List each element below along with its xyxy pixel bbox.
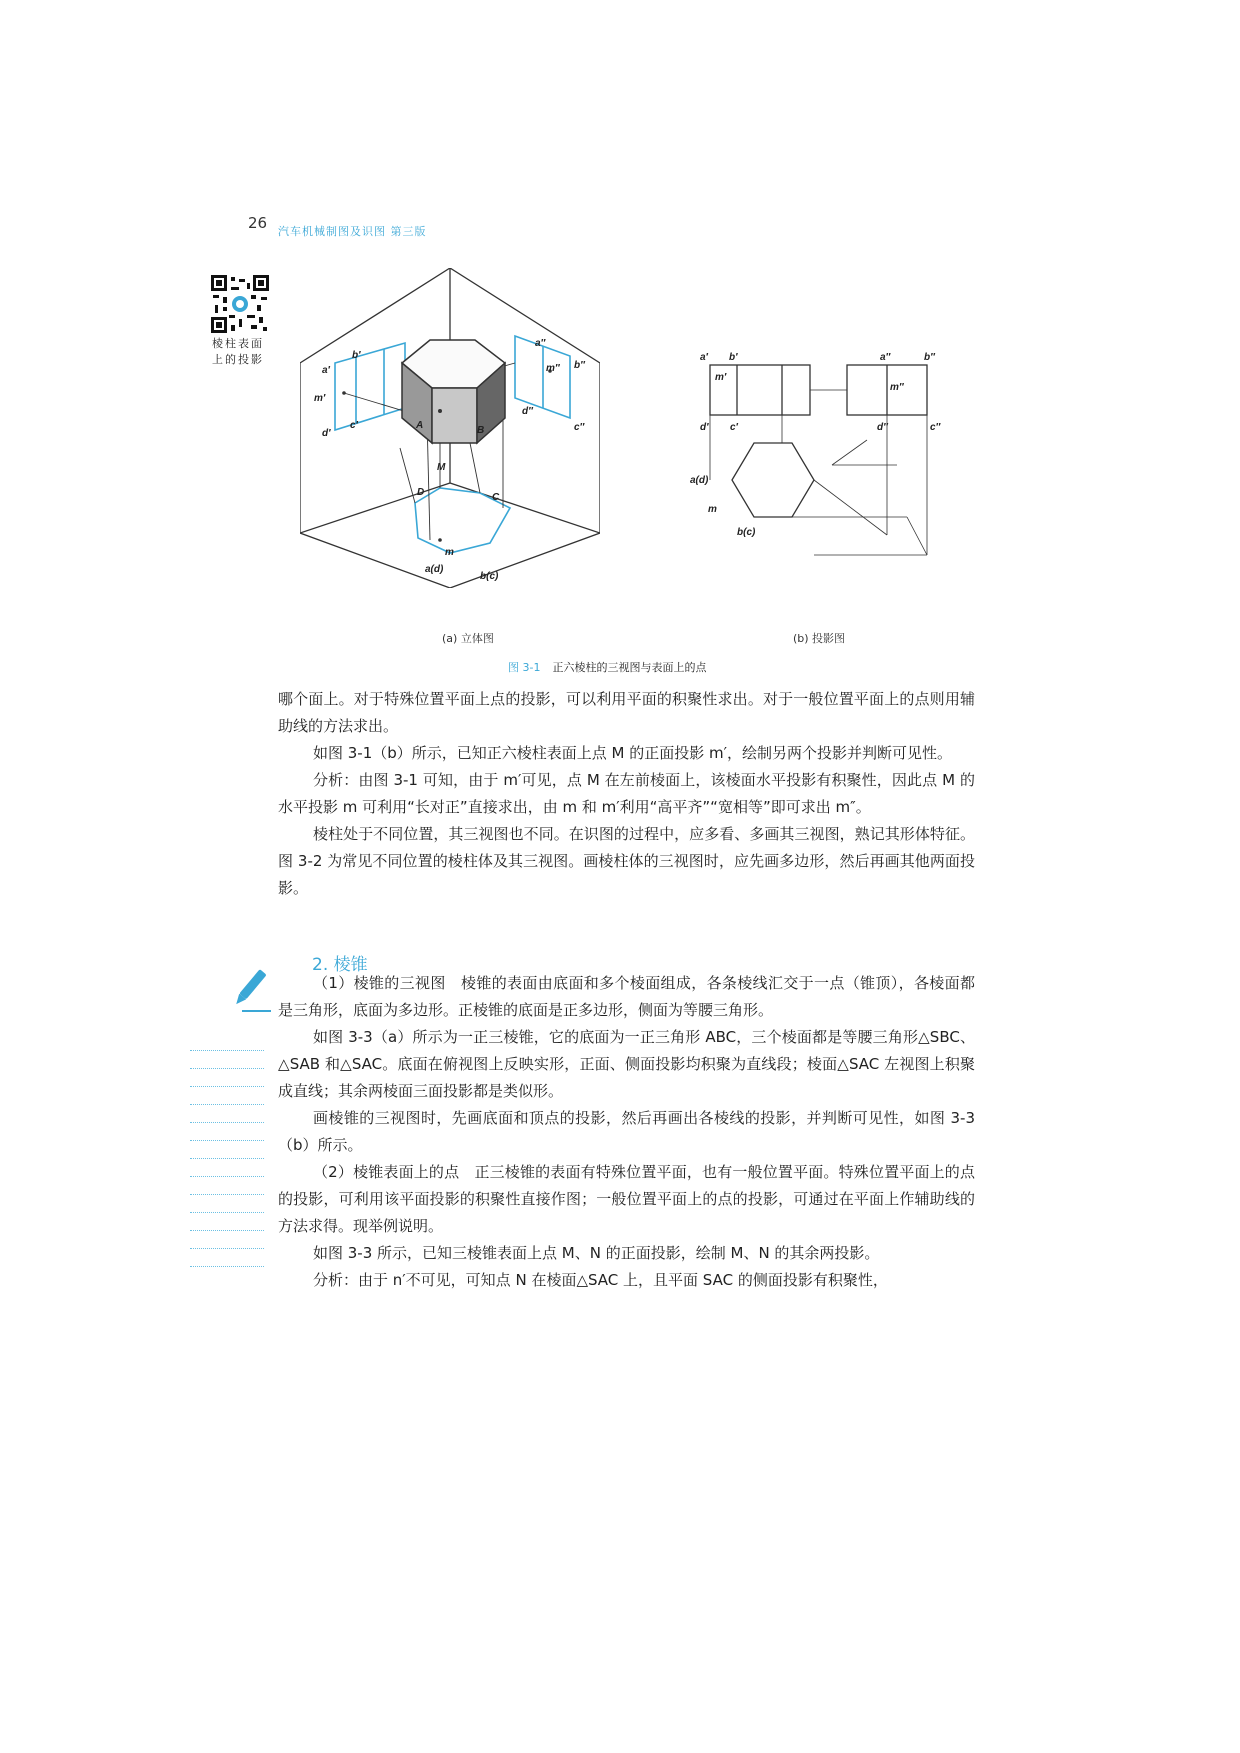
label-3d-d1: d′ bbox=[322, 428, 331, 439]
qr-caption: 棱柱表面上的投影 bbox=[212, 337, 264, 366]
label-3d-a2: a″ bbox=[535, 338, 546, 349]
section-heading: 2. 棱锥 bbox=[312, 955, 368, 975]
figure-title: 正六棱柱的三视图与表面上的点 bbox=[552, 661, 707, 674]
paragraph: （1）棱锥的三视图 棱锥的表面由底面和多个棱面组成，各条棱线汇交于一点（锥顶），各棱面都是三角形，底面为多边形。正棱锥的底面是正多边形，侧面为等腰三角形。 bbox=[278, 974, 975, 1019]
label-proj-m: m bbox=[708, 504, 717, 515]
label-3d-c1: c′ bbox=[350, 420, 358, 431]
figure-3d-view bbox=[300, 268, 600, 588]
pen-note-icon bbox=[228, 965, 273, 1015]
label-3d-bc: b(c) bbox=[480, 571, 499, 582]
label-proj-a1: a′ bbox=[700, 352, 708, 363]
label-3d-b1: b′ bbox=[352, 350, 361, 361]
paragraph: 如图 3-3 所示，已知三棱锥表面上点 M、N 的正面投影，绘制 M、N 的其余两投影。 bbox=[313, 1244, 880, 1262]
paragraph: 如图 3-3（a）所示为一正三棱锥，它的底面为一正三角形 ABC，三个棱面都是等腰三角形△SBC、△SAB 和△SAC。底面在俯视图上反映实形，正面、侧面投影均积聚为直线段；棱面△SAC 左视图上积聚成直线；其余两棱面三面投影都是类似形。 bbox=[278, 1028, 975, 1100]
label-3d-m: m bbox=[445, 547, 454, 558]
label-3d-b2: b″ bbox=[574, 360, 585, 371]
paragraph: 如图 3-1（b）所示，已知正六棱柱表面上点 M 的正面投影 m′，绘制另两个投影并判断可见性。 bbox=[313, 744, 953, 762]
label-proj-bc: b(c) bbox=[737, 527, 756, 538]
page-number: 26 bbox=[248, 214, 268, 232]
label-3d-a1: a′ bbox=[322, 365, 330, 376]
paragraph: 分析：由图 3-1 可知，由于 m′可见，点 M 在左前棱面上，该棱面水平投影有积聚性，因此点 M 的水平投影 m 可利用“长对正”直接求出，由 m 和 m′利用“高平齐”“宽相等”即可求出 m″。 bbox=[278, 771, 975, 816]
label-3d-ad: a(d) bbox=[425, 564, 444, 575]
label-3d-m2: m″ bbox=[546, 363, 560, 374]
label-3d-A: A bbox=[416, 420, 424, 431]
figure-number: 图 3-1 bbox=[508, 661, 541, 674]
label-proj-b2: b″ bbox=[924, 352, 935, 363]
body-text-lower bbox=[278, 970, 975, 1294]
label-proj-c1: c′ bbox=[730, 422, 738, 433]
label-3d-C: C bbox=[492, 492, 500, 503]
paragraph: 棱柱处于不同位置，其三视图也不同。在识图的过程中，应多看、多画其三视图，熟记其形体特征。图 3-2 为常见不同位置的棱柱体及其三视图。画棱柱体的三视图时，应先画多边形，然后再画其他两面投影。 bbox=[278, 825, 975, 897]
label-3d-d2: d″ bbox=[522, 406, 533, 417]
label-proj-d2: d″ bbox=[877, 422, 888, 433]
qr-code[interactable] bbox=[211, 275, 269, 333]
label-3d-m1: m′ bbox=[314, 393, 326, 404]
label-proj-c2: c″ bbox=[930, 422, 941, 433]
note-lines bbox=[190, 1033, 264, 1267]
book-title: 汽车机械制图及识图 第三版 bbox=[278, 225, 427, 238]
label-proj-m2: m″ bbox=[890, 382, 904, 393]
paragraph: 哪个面上。对于特殊位置平面上点的投影，可以利用平面的积聚性求出。对于一般位置平面上的点则用辅助线的方法求出。 bbox=[278, 690, 975, 735]
caption-a: (a) 立体图 bbox=[442, 632, 494, 645]
label-3d-D: D bbox=[417, 487, 425, 498]
figure-caption bbox=[508, 659, 706, 675]
label-proj-m1: m′ bbox=[715, 372, 727, 383]
label-proj-d1: d′ bbox=[700, 422, 709, 433]
label-proj-b1: b′ bbox=[729, 352, 738, 363]
paragraph: 画棱锥的三视图时，先画底面和顶点的投影，然后再画出各棱线的投影，并判断可见性，如图 3-3（b）所示。 bbox=[278, 1109, 975, 1154]
paragraph: 分析：由于 n′不可见，可知点 N 在棱面△SAC 上，且平面 SAC 的侧面投影有积聚性， bbox=[313, 1271, 888, 1289]
body-text-upper bbox=[278, 686, 975, 902]
figure-projection-view bbox=[682, 350, 957, 585]
paragraph: （2）棱锥表面上的点 正三棱锥的表面有特殊位置平面，也有一般位置平面。特殊位置平面上的点的投影，可利用该平面投影的积聚性直接作图；一般位置平面上的点的投影，可通过在平面上作辅助线的方法求得。现举例说明。 bbox=[278, 1163, 975, 1235]
label-3d-B: B bbox=[477, 425, 485, 436]
label-3d-M: M bbox=[437, 462, 446, 473]
label-3d-c2: c″ bbox=[574, 422, 585, 433]
label-proj-a2: a″ bbox=[880, 352, 891, 363]
label-proj-ad: a(d) bbox=[690, 475, 709, 486]
caption-b: (b) 投影图 bbox=[793, 632, 846, 645]
